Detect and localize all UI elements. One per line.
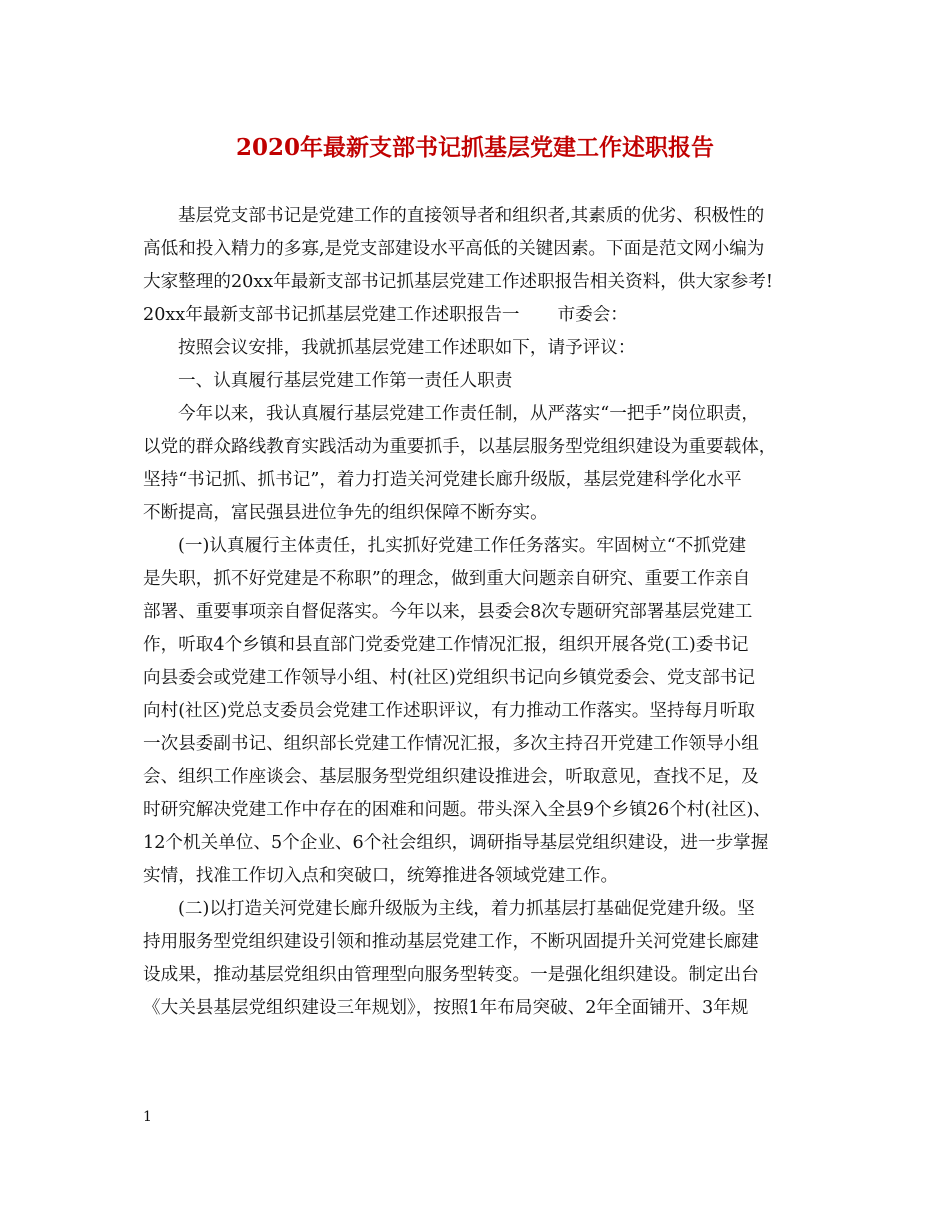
text-line: 今年以来，我认真履行基层党建工作责任制，从严落实“一把手”岗位职责， bbox=[178, 404, 759, 424]
text-line: 大家整理的20xx年最新支部书记抓基层党建工作述职报告相关资料，供大家参考! bbox=[143, 272, 773, 292]
text-line: 向县委会或党建工作领导小组、村(社区)党组织书记向乡镇党委会、党支部书记 bbox=[143, 668, 755, 688]
page-number: 1 bbox=[143, 1109, 152, 1125]
text-line: 以党的群众路线教育实践活动为重要抓手，以基层服务型党组织建设为重要载体， bbox=[143, 437, 777, 457]
text-line bbox=[143, 299, 808, 332]
text-line: 时研究解决党建工作中存在的困难和问题。带头深入全县9个乡镇26个村(社区)、 bbox=[143, 800, 771, 820]
text-line: 一次县委副书记、组织部长党建工作情况汇报，多次主持召开党建工作领导小组 bbox=[143, 734, 759, 754]
text-line: 基层党支部书记是党建工作的直接领导者和组织者,其素质的优劣、积极性的 bbox=[178, 206, 765, 226]
text-line: 高低和投入精力的多寡,是党支部建设水平高低的关键因素。下面是范文网小编为 bbox=[143, 239, 765, 259]
text-line: 12个机关单位、5个企业、6个社会组织，调研指导基层党组织建设，进一步掌握 bbox=[143, 833, 769, 853]
text-line: 作，听取4个乡镇和县直部门党委党建工作情况汇报，组织开展各党(工)委书记 bbox=[143, 635, 749, 655]
text-line: 部署、重要事项亲自督促落实。今年以来，县委会8次专题研究部署基层党建工 bbox=[143, 602, 753, 622]
text-line: 持用服务型党组织建设引领和推动基层党建工作，不断巩固提升关河党建长廊建 bbox=[143, 932, 759, 952]
text-line: 坚持“书记抓、抓书记”，着力打造关河党建长廊升级版，基层党建科学化水平 bbox=[143, 470, 742, 490]
text-line: 不断提高，富民强县进位争先的组织保障不断夯实。 bbox=[143, 503, 548, 523]
section-heading: 一、认真履行基层党建工作第一责任人职责 bbox=[178, 371, 513, 391]
document-body bbox=[143, 200, 808, 1025]
text-line: 按照会议安排，我就抓基层党建工作述职如下，请予评议： bbox=[178, 338, 636, 358]
text-line: 是失职，抓不好党建是不称职”的理念，做到重大问题亲自研究、重要工作亲自 bbox=[143, 569, 751, 589]
text-line: (二)以打造关河党建长廊升级版为主线，着力抓基层打基础促党建升级。坚 bbox=[178, 899, 755, 919]
text-line: 设成果，推动基层党组织由管理型向服务型转变。一是强化组织建设。制定出台 bbox=[143, 965, 759, 985]
document-title: 2020年最新支部书记抓基层党建工作述职报告 bbox=[235, 134, 714, 161]
text-line: 实情，找准工作切入点和突破口，统筹推进各领域党建工作。 bbox=[143, 866, 619, 886]
text-line: 会、组织工作座谈会、基层服务型党组织建设推进会，听取意见，查找不足，及 bbox=[143, 767, 759, 787]
text-line: 向村(社区)党总支委员会党建工作述职评议，有力推动工作落实。坚持每月听取 bbox=[143, 701, 755, 721]
text-line: 《大关县基层党组织建设三年规划》，按照1年布局突破、2年全面铺开、3年规 bbox=[143, 998, 749, 1018]
report-heading: 20xx年最新支部书记抓基层党建工作述职报告一 bbox=[143, 305, 520, 325]
salutation: 市委会： bbox=[557, 305, 628, 325]
text-line: (一)认真履行主体责任，扎实抓好党建工作任务落实。牢固树立“不抓党建 bbox=[178, 536, 747, 556]
